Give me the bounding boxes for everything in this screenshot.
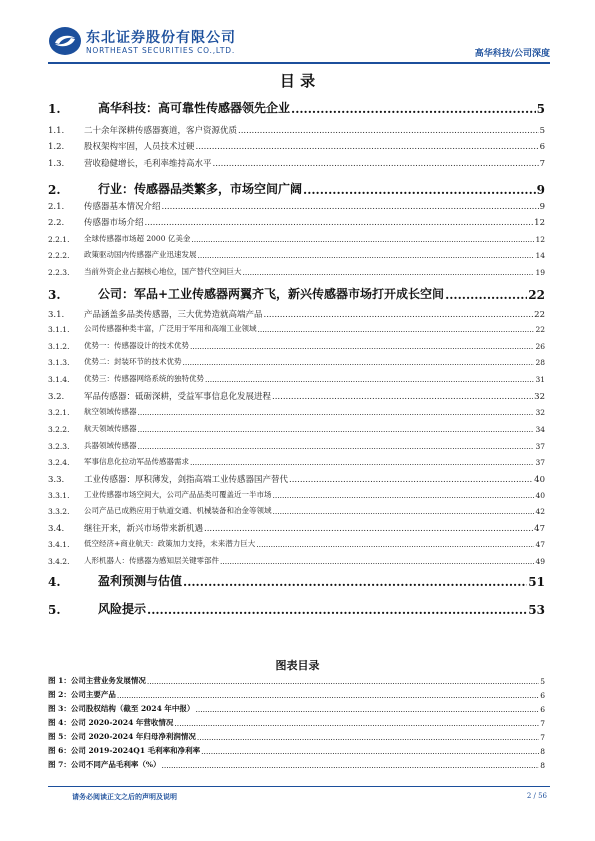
toc-entry-page: 12: [534, 218, 545, 228]
toc-entry-page: 47: [535, 540, 545, 549]
figure-entry-page: 8: [540, 747, 545, 756]
header-divider: [48, 62, 550, 64]
toc-entry-title: 二十余年深耕传感器赛道，客户资源优质: [84, 126, 238, 136]
toc-entry-number: 3.4.: [48, 524, 65, 534]
figure-entry[interactable]: [48, 759, 545, 770]
toc-leader-dots: [291, 102, 536, 116]
toc-entry-number: 1.1.: [48, 126, 65, 136]
toc-entry-title: 风险提示: [98, 602, 147, 616]
toc-leader-dots: [303, 183, 536, 197]
company-name-cn: 东北证券股份有限公司: [86, 30, 236, 46]
figure-leader-dots: [161, 761, 539, 770]
toc-entry-number: 3.4.1.: [48, 540, 70, 549]
toc-entry-page: 12: [535, 235, 545, 244]
toc-entry-title: 优势一：传感器设计的技术优势: [84, 341, 189, 350]
figure-entry-title: 图 6：公司 2019-2024Q1 毛利率和净利率: [48, 746, 201, 755]
toc-entry[interactable]: [48, 308, 545, 320]
figures-title: 图表目录: [275, 659, 320, 672]
figure-entry-title: 图 3：公司股权结构（截至 2024 年中报）: [48, 704, 195, 713]
toc-leader-dots: [196, 142, 539, 152]
toc-leader-dots: [191, 235, 534, 244]
toc-entry-title: 工业传感器市场空间大，公司产品品类可覆盖近一半市场: [84, 490, 272, 499]
toc-entry-number: 2.2.2.: [48, 251, 70, 260]
toc-title: 目 录: [279, 72, 316, 90]
toc-entry[interactable]: [48, 390, 545, 402]
toc-entry-title: 公司传感器种类丰富，广泛用于军用和高端工业领域: [84, 324, 257, 333]
toc-entry[interactable]: [48, 573, 545, 589]
toc-entry-title: 继往开来，新兴市场带来新机遇: [84, 524, 204, 534]
toc-entry-number: 3.1.: [48, 310, 65, 320]
toc-entry-page: 9: [539, 202, 545, 212]
toc-entry-title: 人形机器人：传感器为感知层关键零部件: [84, 556, 219, 565]
toc-entry-page: 5: [539, 126, 545, 136]
toc-entry[interactable]: [48, 406, 545, 417]
page-number: 2 / 56: [526, 792, 547, 800]
toc-leader-dots: [273, 491, 535, 500]
toc-entry-page: 26: [535, 342, 545, 351]
toc-entry-number: 3.2.4.: [48, 458, 70, 467]
toc-entry-title: 传感器市场介绍: [84, 218, 144, 228]
figure-leader-dots: [201, 747, 539, 756]
toc-entry-title: 股权架构牢固，人员技术过硬: [84, 142, 195, 152]
toc-entry[interactable]: [48, 100, 545, 116]
toc-leader-dots: [205, 375, 534, 384]
toc-leader-dots: [138, 408, 535, 417]
toc-entry[interactable]: [48, 538, 545, 549]
figure-entry-title: 图 7：公司不同产品毛利率（%）: [48, 760, 161, 769]
toc-entry[interactable]: [48, 157, 545, 169]
toc-leader-dots: [272, 392, 533, 402]
figure-entry-title: 图 5：公司 2020-2024 年归母净利润情况: [48, 732, 196, 741]
toc-entry-number: 3.3.1.: [48, 491, 70, 500]
figure-leader-dots: [147, 677, 539, 686]
figure-entry-title: 图 1：公司主营业务发展情况: [48, 676, 146, 685]
toc-entry-page: 37: [535, 458, 545, 467]
toc-entry-page: 32: [535, 408, 545, 417]
toc-entry[interactable]: [48, 323, 545, 334]
toc-entry-page: 28: [535, 358, 545, 367]
figure-entry[interactable]: [48, 689, 545, 700]
toc-entry-page: 9: [536, 183, 545, 197]
toc-entry-number: 3.2.3.: [48, 442, 70, 451]
toc-entry-title: 行业：传感器品类繁多，市场空间广阔: [98, 182, 303, 196]
toc-entry-title: 营收稳健增长，毛利率维持高水平: [84, 159, 212, 169]
toc-leader-dots: [198, 251, 535, 260]
toc-entry-number: 3.: [48, 288, 61, 302]
toc-entry-title: 全球传感器市场超 2000 亿美金: [84, 234, 191, 243]
toc-entry-page: 49: [535, 557, 545, 566]
figure-entry[interactable]: [48, 745, 545, 756]
toc-leader-dots: [138, 425, 535, 434]
toc-entry-number: 3.1.1.: [48, 325, 70, 334]
toc-leader-dots: [145, 218, 534, 228]
toc-entry-number: 3.2.2.: [48, 425, 70, 434]
toc-entry[interactable]: [48, 489, 545, 500]
toc-entry-title: 军品传感器：砥砺深耕，受益军事信息化发展进程: [84, 392, 272, 402]
figure-entry-page: 6: [540, 691, 545, 700]
toc-entry-title: 公司：军品+工业传感器两翼齐飞，新兴传感器市场打开成长空间: [98, 287, 445, 301]
figure-leader-dots: [197, 733, 539, 742]
toc-entry-page: 14: [535, 251, 545, 260]
toc-entry-page: 40: [534, 475, 545, 485]
figure-entry-page: 8: [540, 761, 545, 770]
toc-leader-dots: [190, 342, 534, 351]
toc-entry-page: 32: [534, 392, 545, 402]
toc-entry[interactable]: [48, 440, 545, 451]
toc-entry-title: 优势三：传感器网络系统的独特优势: [84, 374, 204, 383]
figure-entry[interactable]: [48, 731, 545, 742]
toc-entry[interactable]: [48, 356, 545, 367]
toc-leader-dots: [258, 325, 535, 334]
report-type: 高华科技/公司深度: [474, 49, 550, 59]
company-logo-icon: [48, 26, 82, 56]
toc-entry[interactable]: [48, 423, 545, 434]
toc-entry-title: 盈利预测与估值: [98, 574, 183, 588]
toc-entry-page: 6: [539, 142, 545, 152]
toc-entry-page: 22: [535, 325, 545, 334]
toc-leader-dots: [273, 507, 535, 516]
toc-entry[interactable]: [48, 124, 545, 136]
toc-entry-page: 22: [534, 310, 545, 320]
toc-entry-number: 2.2.3.: [48, 268, 70, 277]
toc-leader-dots: [183, 358, 535, 367]
toc-entry-title: 公司产品已成熟应用于轨道交通、机械装备和冶金等领域: [84, 506, 272, 515]
toc-entry-title: 兵器领域传感器: [84, 441, 137, 450]
footer-divider: [48, 786, 550, 787]
toc-leader-dots: [204, 524, 533, 534]
toc-entry-number: 3.2.1.: [48, 408, 70, 417]
toc-entry-title: 传感器基本情况介绍: [84, 202, 161, 212]
toc-entry-number: 3.3.: [48, 475, 65, 485]
toc-entry[interactable]: [48, 249, 545, 260]
toc-leader-dots: [238, 126, 539, 136]
toc-entry[interactable]: [48, 233, 545, 244]
toc-entry-number: 2.: [48, 183, 61, 197]
toc-entry-number: 1.2.: [48, 142, 65, 152]
footer-disclaimer: 请务必阅读正文之后的声明及说明: [72, 792, 177, 801]
toc-entry-title: 当前外资企业占据核心地位，国产替代空间巨大: [84, 267, 242, 276]
toc-entry-number: 2.2.: [48, 218, 65, 228]
figure-entry-page: 5: [540, 677, 545, 686]
toc-entry[interactable]: [48, 340, 545, 351]
page-header: [48, 22, 550, 60]
toc-leader-dots: [190, 458, 534, 467]
toc-leader-dots: [243, 268, 535, 277]
toc-entry-title: 低空经济+商业航天：政策加力支持，未来潜力巨大: [84, 539, 256, 548]
toc-entry-number: 3.1.4.: [48, 375, 70, 384]
toc-entry-page: 37: [535, 442, 545, 451]
toc-entry-number: 1.: [48, 102, 61, 116]
toc-entry-number: 2.2.1.: [48, 235, 70, 244]
toc-leader-dots: [138, 442, 535, 451]
figure-entry[interactable]: [48, 717, 545, 728]
toc-entry-number: 3.3.2.: [48, 507, 70, 516]
figure-entry[interactable]: [48, 675, 545, 686]
toc-entry-page: 47: [534, 524, 545, 534]
figure-entry-page: 7: [540, 733, 545, 742]
toc-entry-page: 42: [535, 507, 545, 516]
toc-entry-title: 产品涵盖多品类传感器，三大优势造就高端产品: [84, 310, 263, 320]
toc-entry-number: 2.1.: [48, 202, 65, 212]
toc-entry[interactable]: [48, 522, 545, 534]
toc-leader-dots: [256, 540, 534, 549]
toc-leader-dots: [220, 557, 534, 566]
toc-leader-dots: [183, 575, 527, 589]
toc-leader-dots: [147, 603, 527, 617]
toc-entry-number: 3.2.: [48, 392, 65, 402]
toc-entry[interactable]: [48, 216, 545, 228]
toc-entry-number: 1.3.: [48, 159, 65, 169]
figure-leader-dots: [195, 705, 539, 714]
figure-entry-title: 图 2：公司主要产品: [48, 690, 116, 699]
toc-entry-page: 7: [539, 159, 545, 169]
toc-entry[interactable]: [48, 373, 545, 384]
toc-entry[interactable]: [48, 140, 545, 152]
toc-entry-page: 40: [535, 491, 545, 500]
toc-leader-dots: [289, 475, 533, 485]
toc-entry-page: 31: [535, 375, 545, 384]
toc-entry-number: 4.: [48, 575, 61, 589]
toc-entry-page: 19: [535, 268, 545, 277]
toc-entry-number: 3.1.2.: [48, 342, 70, 351]
figure-entry-page: 6: [540, 705, 545, 714]
toc-entry-number: 3.4.2.: [48, 557, 70, 566]
figure-entry-title: 图 4：公司 2020-2024 年营收情况: [48, 718, 174, 727]
toc-entry-number: 3.1.3.: [48, 358, 70, 367]
toc-entry-number: 5.: [48, 603, 61, 617]
toc-entry[interactable]: [48, 181, 545, 197]
toc-entry-title: 军事信息化拉动军品传感器需求: [84, 457, 189, 466]
toc-leader-dots: [445, 288, 527, 302]
toc-entry[interactable]: [48, 555, 545, 566]
toc-entry[interactable]: [48, 505, 545, 516]
toc-entry[interactable]: [48, 473, 545, 485]
toc-entry-title: 航空领域传感器: [84, 407, 137, 416]
toc-leader-dots: [264, 310, 534, 320]
toc-entry-title: 航天领域传感器: [84, 424, 137, 433]
toc-entry[interactable]: [48, 266, 545, 277]
toc-entry[interactable]: [48, 601, 545, 617]
toc-leader-dots: [213, 159, 539, 169]
toc-entry-title: 优势二：封装环节的技术优势: [84, 357, 182, 366]
toc-entry-page: 53: [528, 603, 545, 617]
toc-entry-page: 5: [536, 102, 545, 116]
figure-entry-page: 7: [540, 719, 545, 728]
toc-entry[interactable]: [48, 456, 545, 467]
figure-leader-dots: [117, 691, 539, 700]
toc-entry-title: 工业传感器：厚积薄发，剑指高端工业传感器国产替代: [84, 475, 289, 485]
toc-entry[interactable]: [48, 286, 545, 302]
toc-entry[interactable]: [48, 200, 545, 212]
toc-leader-dots: [162, 202, 539, 212]
toc-entry-title: 政策驱动国内传感器产业迅速发展: [84, 250, 197, 259]
toc-entry-page: 22: [528, 288, 545, 302]
company-name-en: NORTHEAST SECURITIES CO.,LTD.: [86, 46, 236, 55]
figure-entry[interactable]: [48, 703, 545, 714]
toc-entry-title: 高华科技：高可靠性传感器领先企业: [98, 101, 291, 115]
toc-entry-page: 51: [528, 575, 545, 589]
toc-entry-page: 34: [535, 425, 545, 434]
figure-leader-dots: [174, 719, 539, 728]
